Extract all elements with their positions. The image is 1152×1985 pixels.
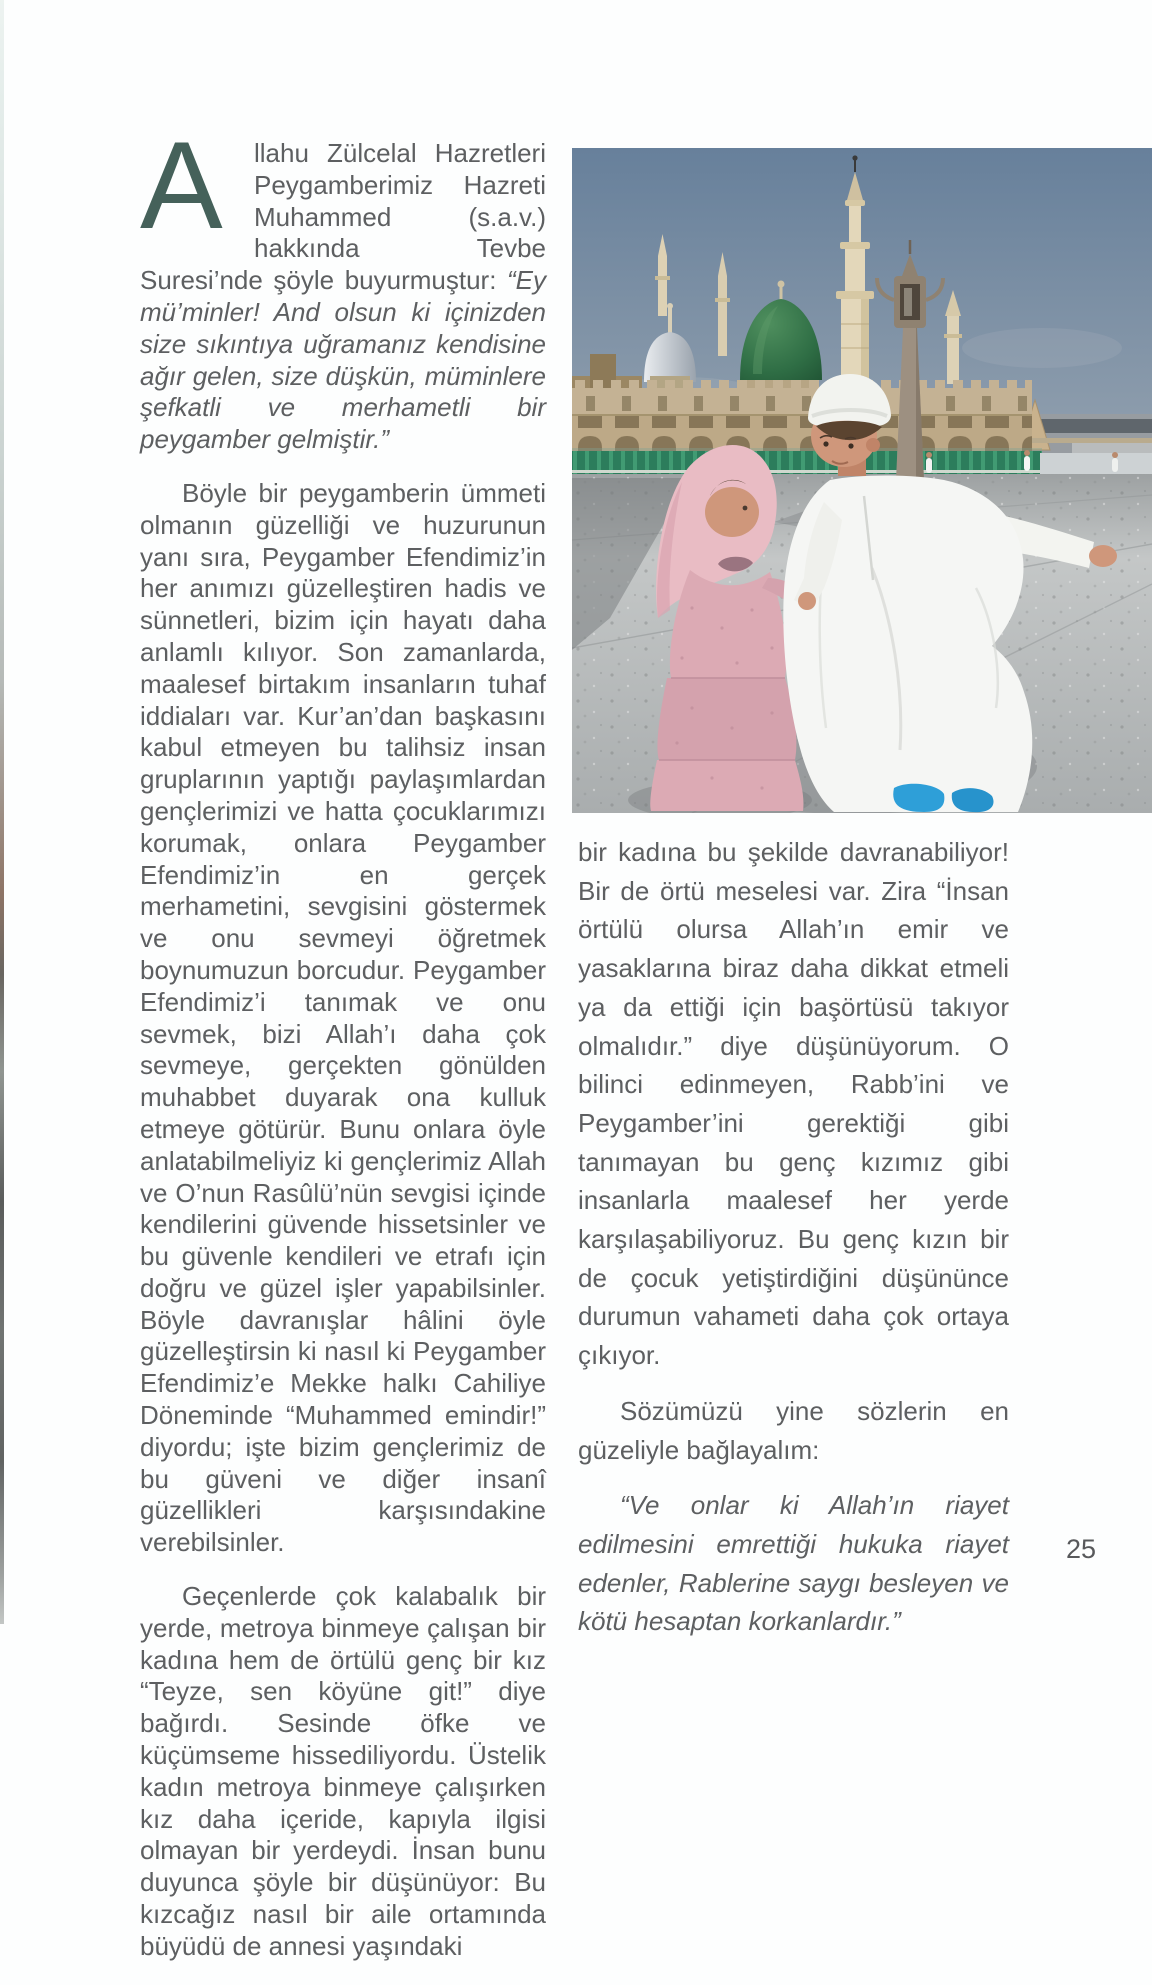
paragraph-5: Sözümüzü yine sözlerin en güzeliyle bağlayalım:: [578, 1395, 1009, 1465]
page-edge-scan-strip: [0, 0, 4, 1624]
right-text-column: [578, 833, 1009, 1658]
paragraph-1-quran-quote: “Ey mü’minler! And olsun ki içinizden size sıkıntıya uğramanız kendisine ağır gelen, size düşkün, müminlere şefkatli ve merhametli bir peygamber gelmiştir.”: [140, 265, 546, 455]
photo-illustration: [572, 148, 1152, 813]
paragraph-3: Geçenlerde çok kalabalık bir yerde, metroya binmeye çalışan bir kadına hem de örtülü genç bir kız “Teyze, sen köyüne git!” diye bağırdı. Sesinde öfke ve küçümseme hissediliyordu. Üstelik kadın metroya binmeye çalışırken kız daha içeride, kapıyla ilgisi olmayan bir yerdeydi. İnsan bunu duyunca şöyle bir düşünüyor: Bu kızcağız nasıl bir aile ortamında büyüdü de annesi yaşındaki: [140, 1581, 546, 1961]
paragraph-4: bir kadına bu şekilde davranabiliyor! Bir de örtü meselesi var. Zira “İnsan örtülü olursa Allah’ın emir ve yasaklarına biraz daha dikkat etmeli ya da ettiği için başörtüsü takıyor olmalıdır.” diye düşünüyorum. O bilinci edinmeyen, Rabb’ini ve Peygamber’ini gerektiği gibi tanımayan bu genç kızımız gibi insanlarla maalesef her yerde karşılaşabiliyoruz. Bu genç kızın bir de çocuk yetiştirdiğini düşününce durumun vahameti daha çok ortaya çıkıyor.: [578, 837, 1009, 1371]
paragraph-1: [140, 117, 546, 456]
paragraph-1-lead: llahu Zülcelal Hazretleri Peygamberimiz Hazreti Muhammed (s.a.v.) hakkında Tevbe Suresi’nde şöyle buyurmuştur:: [140, 138, 546, 296]
paragraph-6-quran-quote: “Ve onlar ki Allah’ın riayet edilmesini emrettiği hukuka riayet edenler, Rablerine saygı besleyen ve kötü hesaptan korkanlardır.”: [578, 1490, 1009, 1637]
paragraph-2: Böyle bir peygamberin ümmeti olmanın güzelliği ve huzurunun yanı sıra, Peygamber Efendimiz’in her anımızı güzelleştiren hadis ve sünnetleri, bizim için hayatı daha anlamlı kılıyor. Son zamanlarda, maalesef birtakım insanların tuhaf iddiaları var. Kur’an’dan başkasını kabul etmeyen bu talihsiz insan gruplarının yaptığı paylaşımlardan gençlerimizi ve hatta çocuklarımızı korumak, onlara Peygamber Efendimiz’in en gerçek merhametini, sevgisini göstermek ve onu sevmeyi öğretmek boynumuzun borcudur. Peygamber Efendimiz’i tanımak ve onu sevmek, bizi Allah’ı daha çok sevmeye, gerçekten gönülden muhabbet duyarak ona kulluk etmeye götürür. Bunu onlara öyle anlatabilmeliyiz ki gençlerimiz Allah ve O’nun Rasûlü’nün sevgisi içinde kendilerini güvende hissetsinler ve bu güvenle kendileri ve etrafı için doğru ve güzel işler yapabilsinler. Böyle davranışlar hâlini öyle güzelleştirsin ki nasıl ki Peygamber Efendimiz’e Mekke halkı Cahiliye Döneminde “Muhammed emindir!” diyordu; işte bizim gençlerimiz de bu güveni ve diğer insanî güzellikleri karşısındakine verebilsinler.: [140, 477, 546, 1558]
drop-cap: A: [140, 117, 223, 255]
left-text-column: [140, 117, 546, 1985]
mosque-children-photo: [572, 148, 1152, 813]
page-number: 25: [1065, 1534, 1096, 1564]
cloud: [962, 328, 1122, 368]
